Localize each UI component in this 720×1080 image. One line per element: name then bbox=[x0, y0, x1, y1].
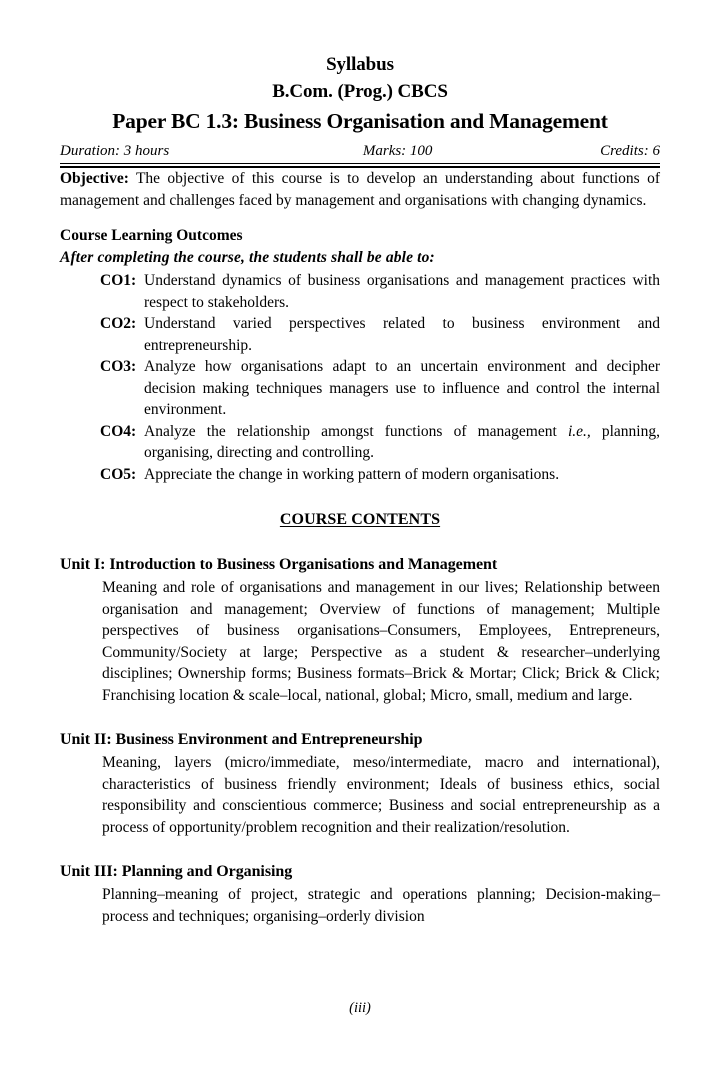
outcome-text-after: planning, organising, directing and controlling. bbox=[144, 422, 660, 461]
outcome-text: Appreciate the change in working pattern of modern organisations. bbox=[144, 465, 560, 483]
document-title: Syllabus bbox=[326, 54, 394, 75]
outcome-text: Analyze how organisations adapt to an uncertain environment and decipher decision making techniques managers use to influence and control the internal environment. bbox=[144, 358, 660, 418]
credits-label: Credits: 6 bbox=[600, 143, 660, 159]
course-learning-outcomes-subheading: After completing the course, the students shall be able to: bbox=[60, 248, 435, 266]
list-item bbox=[60, 356, 660, 421]
objective-text: The objective of this course is to develop an understanding about functions of management and challenges faced by management and organisations with changing dynamics. bbox=[60, 170, 660, 209]
duration-label: Duration: 3 hours bbox=[60, 143, 170, 159]
paper-title: Paper BC 1.3: Business Organisation and Management bbox=[112, 109, 608, 133]
unit-section bbox=[60, 554, 660, 706]
list-item bbox=[60, 421, 660, 464]
marks-label: Marks: 100 bbox=[362, 143, 433, 159]
unit-title: Unit III: Planning and Organising bbox=[60, 863, 293, 880]
course-learning-outcomes-heading: Course Learning Outcomes bbox=[60, 227, 243, 244]
objective-label: Objective: bbox=[60, 170, 129, 187]
list-item bbox=[60, 270, 660, 313]
list-item bbox=[60, 464, 660, 486]
page-number: (iii) bbox=[349, 1000, 371, 1016]
outcome-code: CO2: bbox=[100, 315, 137, 332]
unit-body: Planning–meaning of project, strategic and operations planning; Decision-making–process and techniques; organising–orderly division bbox=[102, 886, 660, 925]
outcome-text: Understand varied perspectives related to business environment and entrepreneurship. bbox=[144, 315, 660, 354]
unit-body: Meaning and role of organisations and management in our lives; Relationship between organisation and management; Overview of functions of management; Multiple perspectives of business organisations–Consumers, Employees, Entrepreneurs, Community/Society at large; Perspective as a student & researcher–underlying disciplines; Ownership forms; Business formats–Brick & Mortar; Click; Brick & Click; Franchising location & scale–local, national, global; Micro, small, medium and large. bbox=[102, 579, 660, 704]
outcome-code: CO4: bbox=[100, 422, 137, 440]
list-item bbox=[60, 313, 660, 356]
syllabus-header bbox=[60, 52, 660, 136]
programme-title: B.Com. (Prog.) CBCS bbox=[272, 81, 448, 102]
unit-title: Unit II: Business Environment and Entrepreneurship bbox=[60, 731, 423, 748]
unit-section bbox=[60, 729, 660, 838]
outcome-text-emphasis: i.e., bbox=[567, 422, 591, 440]
course-contents-heading: COURSE CONTENTS bbox=[279, 511, 441, 528]
objective-paragraph bbox=[60, 168, 660, 211]
outcome-text bbox=[144, 421, 660, 464]
unit-title: Unit I: Introduction to Business Organisations and Management bbox=[60, 556, 498, 573]
outcome-code: CO3: bbox=[100, 358, 137, 375]
exam-meta-row bbox=[60, 141, 660, 161]
unit-section bbox=[60, 861, 660, 927]
course-outcomes-list bbox=[60, 270, 660, 485]
unit-body: Meaning, layers (micro/immediate, meso/intermediate, macro and international), characteristics of business friendly environment; Ideals of business ethics, social responsibility and conscientious commerce; Business and social entrepreneurship as a process of opportunity/problem recognition and their realization/resolution. bbox=[102, 754, 660, 836]
outcome-code: CO1: bbox=[100, 272, 137, 289]
outcome-code: CO5: bbox=[100, 465, 137, 483]
outcome-text-before: Analyze the relationship amongst functions of management bbox=[144, 422, 568, 440]
outcome-text: Understand dynamics of business organisations and management practices with respect to stakeholders. bbox=[144, 272, 660, 311]
